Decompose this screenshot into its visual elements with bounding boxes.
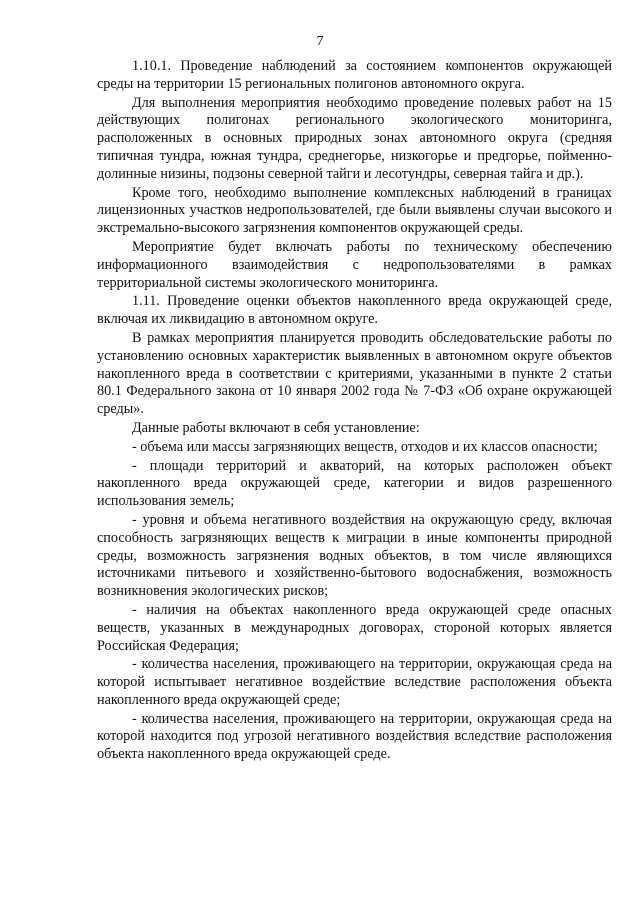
paragraph-works-include: Данные работы включают в себя установление: [132, 419, 420, 436]
list-item-impact-level: - уровня и объема негативного воздействия на окружающую среду, включая способность загрязняющих веществ к миграции в иные компоненты природной среды, возможность загрязнения водных объектов, в том числе являющихся источниками питьевого и хозяйственно-бытового водоснабжения, возможность возникновения экологических рисков; [97, 511, 612, 600]
list-item-volume: - объема или массы загрязняющих веществ, отходов и их классов опасности; [132, 438, 598, 455]
list-item-population-affected: - количества населения, проживающего на территории, окружающая среда на которой испытывает негативное воздействие вследствие расположения объекта накопленного вреда окружающей среде; [97, 656, 612, 708]
paragraph-information-interaction: Мероприятие будет включать работы по техническому обеспечению информационного взаимодействия с недропользователями в рамках территориальной системы экологического мониторинга. [97, 238, 612, 291]
paragraph-complex-observations: Кроме того, необходимо выполнение комплексных наблюдений в границах лицензионных участков недропользователей, где были выявлены случаи высокого и экстремально-высокого загрязнения компонентов окружающей среды. [97, 184, 612, 237]
paragraph-survey-works: В рамках мероприятия планируется проводить обследовательские работы по установлению основных характеристик выявленных в автономном округе объектов накопленного вреда в соответствии с критериями, указанными в пункте 2 статьи 80.1 Федерального закона от 10 января 2002 года № 7-ФЗ «Об охране окружающей среды». [97, 329, 612, 418]
paragraph-1-11: 1.11. Проведение оценки объектов накопленного вреда окружающей среде, включая их ликвидацию в автономном округе. [97, 293, 612, 328]
page-number: 7 [316, 34, 324, 49]
list-item-hazardous-substances: - наличия на объектах накопленного вреда окружающей среде опасных веществ, указанных в международных договорах, стороной которых является Российская Федерация; [97, 601, 612, 654]
paragraph-1-10-1: 1.10.1. Проведение наблюдений за состоянием компонентов окружающей среды на территории 15 региональных полигонов автономного округа. [97, 58, 612, 92]
list-item-area: - площади территорий и акваторий, на которых расположен объект накопленного вреда окружающей среде, категории и видов разрешенного использования земель; [97, 457, 612, 510]
list-item-population-threatened: - количества населения, проживающего на территории, окружающая среда на которой находится под угрозой негативного воздействия вследствие расположения объекта накопленного вреда окружающей среде. [97, 710, 612, 763]
paragraph-field-work: Для выполнения мероприятия необходимо проведение полевых работ на 15 действующих полигонах регионального экологического мониторинга, расположенных в основных природных зонах автономного округа (средняя типичная тундра, южная тундра, среднегорье, низкогорье и предгорье, пойменно-долинные низины, подзоны северной тайги и лесотундры, северная тайга и др.). [97, 94, 612, 182]
document-body [97, 58, 612, 765]
